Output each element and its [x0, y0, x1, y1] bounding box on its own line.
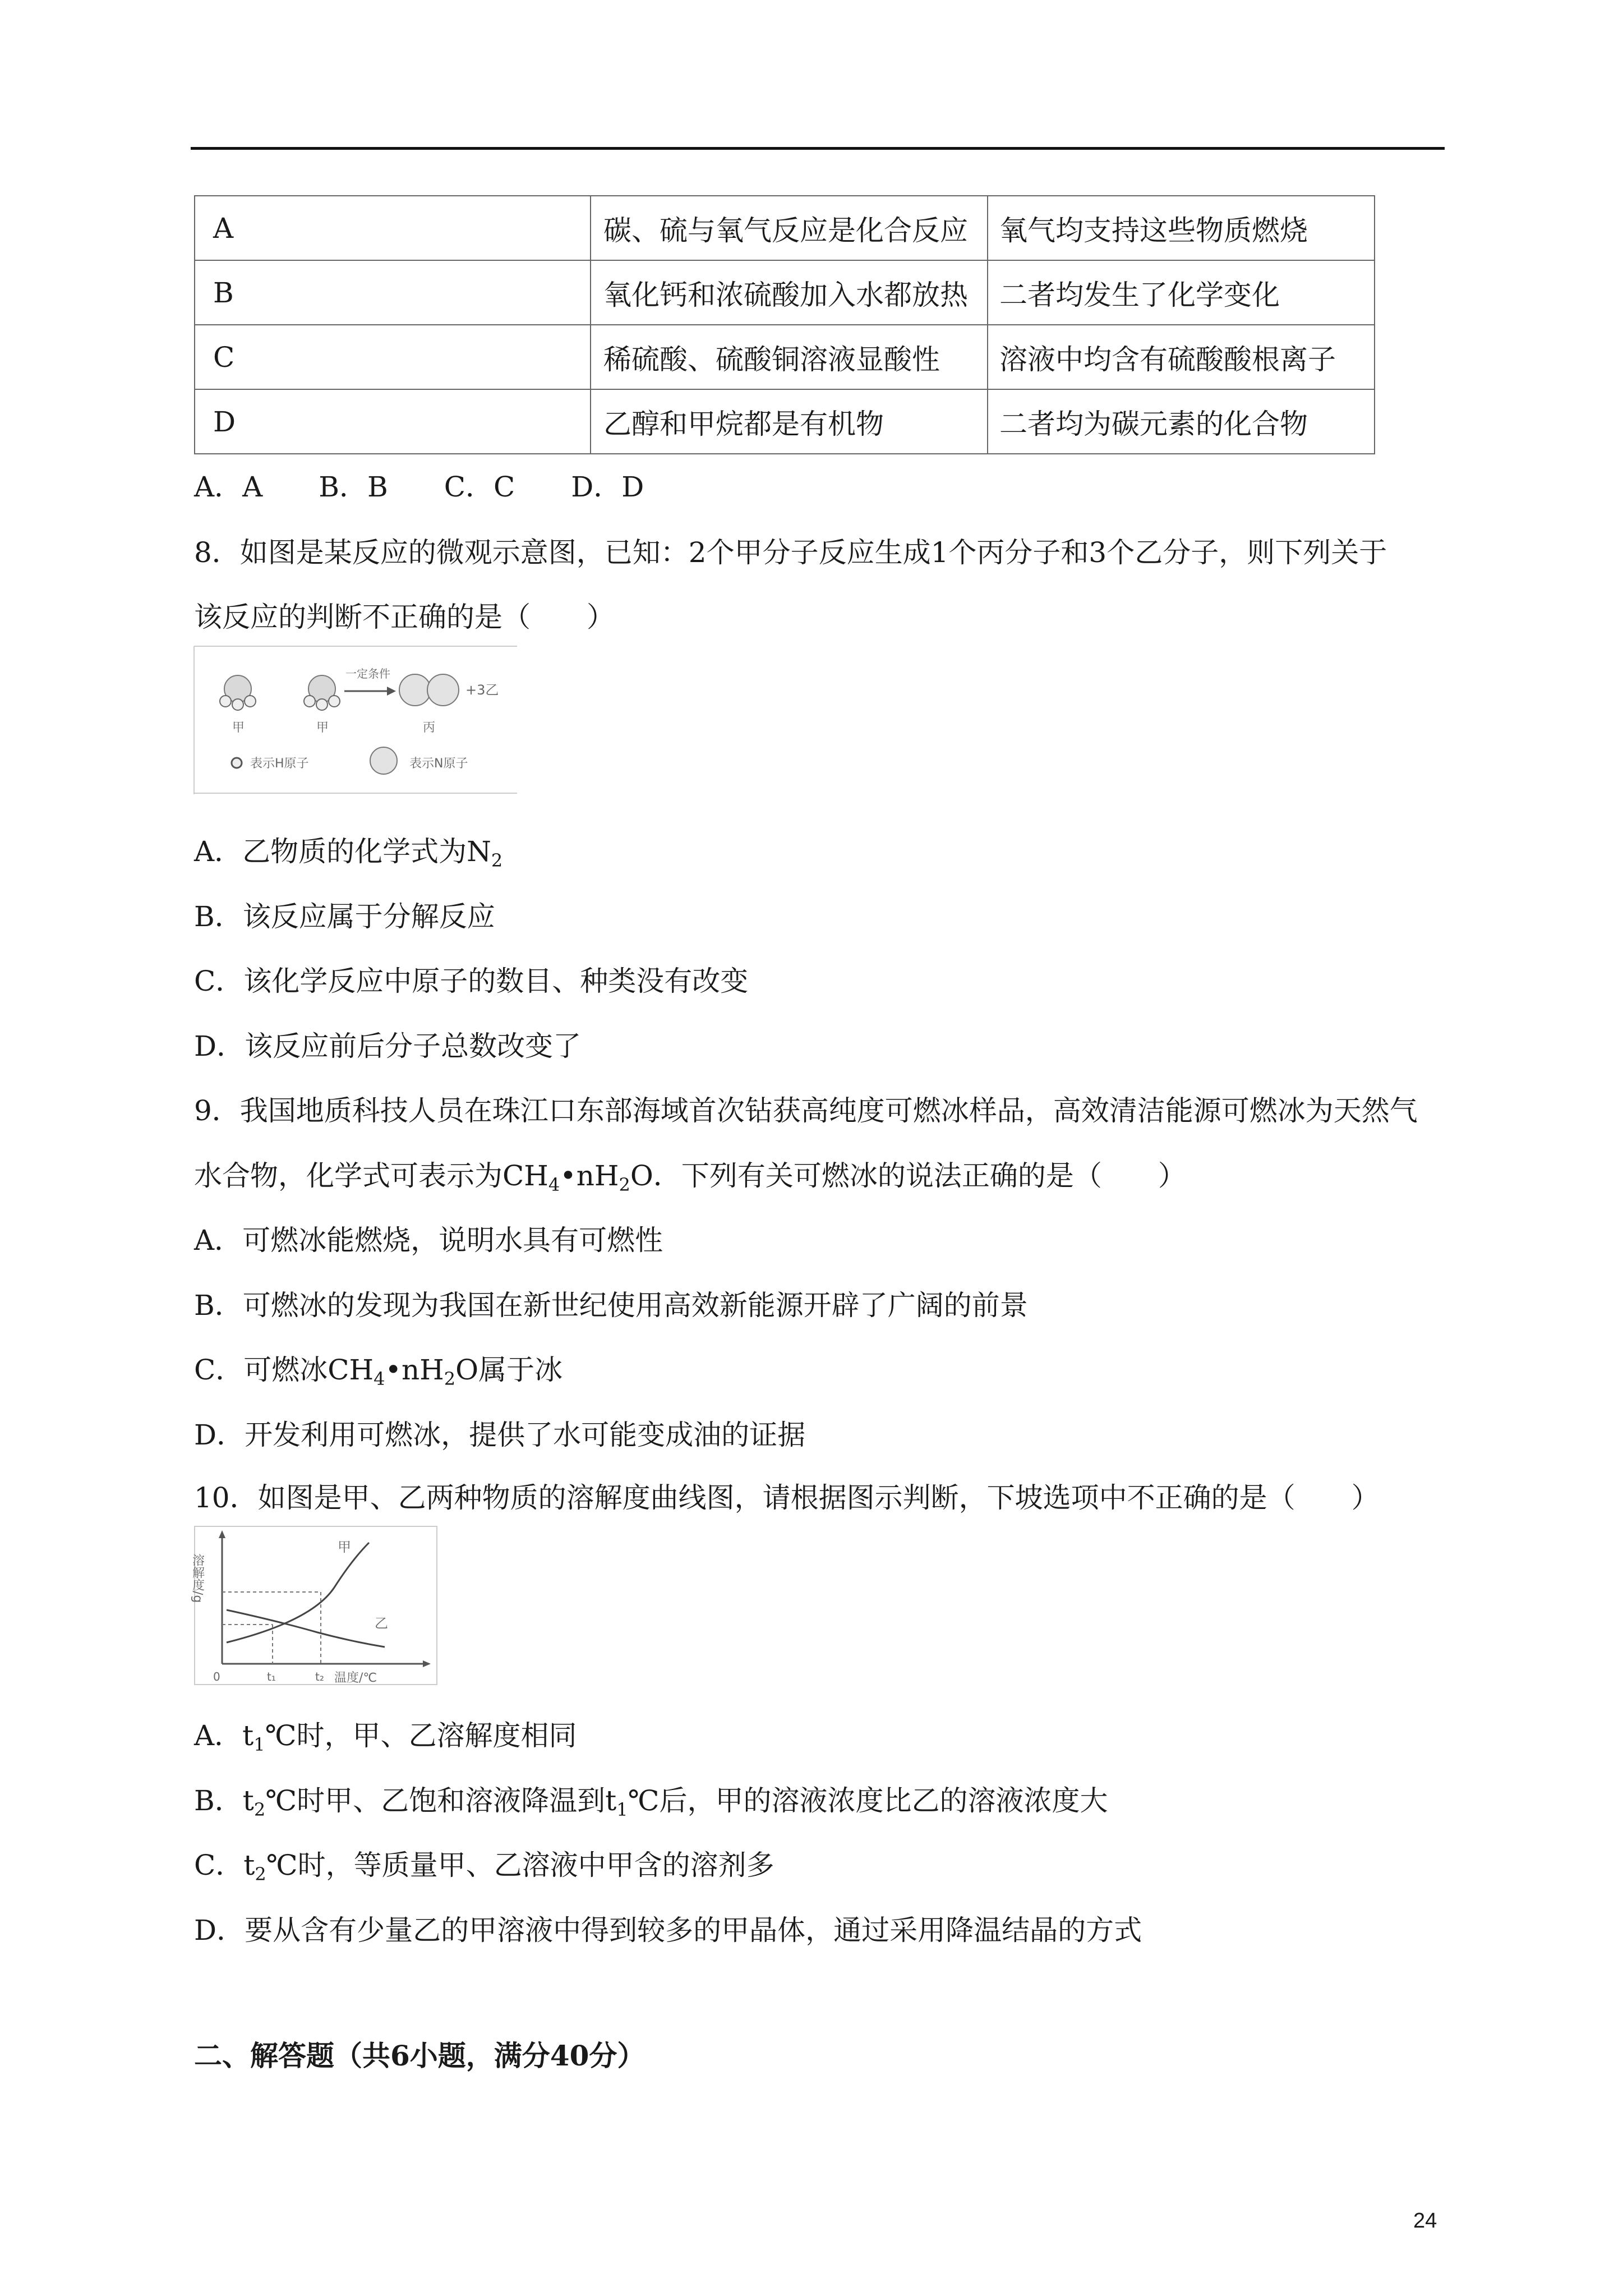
- row-label: A: [195, 196, 591, 260]
- q9-option-c: C．可燃冰$CH_4•nH_2O$属于冰: [194, 1354, 563, 1389]
- q8-stem-line2: 该反应的判断不正确的是（ ）: [194, 601, 615, 633]
- header-rule: [191, 147, 1445, 150]
- legend-h-label: 表示H原子: [250, 757, 309, 771]
- row-reason: 溶液中均含有硫酸酸根离子: [988, 325, 1375, 389]
- table-row: [195, 260, 1375, 325]
- molecule-bing: [399, 674, 459, 706]
- q8-option-a: A．乙物质的化学式为$N_2$: [194, 835, 503, 871]
- q9-option-d: D．开发利用可燃冰，提供了水可能变成油的证据: [194, 1419, 806, 1451]
- table-row: [195, 325, 1375, 389]
- section-heading: 二、解答题（共6小题，满分40分）: [194, 2039, 645, 2072]
- q10-solubility-figure: [190, 1526, 437, 1685]
- q9-option-b: B．可燃冰的发现为我国在新世纪使用高效新能源开辟了广阔的前景: [194, 1289, 1028, 1322]
- table-row: [195, 389, 1375, 454]
- row-fact: 氧化钙和浓硫酸加入水都放热: [591, 260, 988, 325]
- label-bing: 丙: [423, 721, 436, 735]
- q7-answer-choices: A．A B．B C．C D．D: [194, 471, 644, 503]
- q10-option-b: B．$t_2℃$时甲、乙饱和溶液降温到$t_1℃$后，甲的溶液浓度比乙的溶液浓度大: [194, 1784, 1108, 1820]
- row-fact: 乙醇和甲烷都是有机物: [591, 389, 988, 454]
- q8-reaction-figure: [194, 646, 517, 794]
- legend-n-label: 表示N原子: [409, 757, 468, 771]
- plus-3-yi-label: +3乙: [465, 682, 499, 698]
- t1-tick-label: t₁: [267, 1670, 276, 1683]
- row-label: D: [195, 389, 591, 454]
- legend-n-atom-icon: [370, 747, 397, 774]
- q8-stem-line1: 8．如图是某反应的微观示意图，已知：2个甲分子反应生成1个丙分子和3个乙分子，则下列关于: [194, 536, 1387, 569]
- molecule-jia-2: [304, 675, 340, 710]
- row-label: B: [195, 260, 591, 325]
- row-fact: 碳、硫与氧气反应是化合反应: [591, 196, 988, 260]
- row-label: C: [195, 325, 591, 389]
- q10-stem: 10．如图是甲、乙两种物质的溶解度曲线图，请根据图示判断，下坡选项中不正确的是（ ）: [194, 1481, 1380, 1514]
- molecule-jia-1: [220, 675, 256, 710]
- row-reason: 氧气均支持这些物质燃烧: [988, 196, 1375, 260]
- q9-option-a: A．可燃冰能燃烧，说明水具有可燃性: [194, 1224, 663, 1257]
- arrow-condition-label: 一定条件: [345, 667, 390, 680]
- x-axis-label: 温度/℃: [334, 1671, 377, 1685]
- row-reason: 二者均发生了化学变化: [988, 260, 1375, 325]
- q8-option-d: D．该反应前后分子总数改变了: [194, 1030, 582, 1062]
- origin-label: 0: [213, 1670, 220, 1683]
- q8-option-b: B．该反应属于分解反应: [194, 900, 495, 933]
- y-axis-label: 溶解度/g: [190, 1554, 205, 1603]
- t2-tick-label: t₂: [315, 1670, 324, 1683]
- label-jia-1: 甲: [232, 721, 245, 735]
- q9-stem-line2: 水合物，化学式可表示为$CH_4•nH_2O$．下列有关可燃冰的说法正确的是（ ）: [194, 1159, 1186, 1195]
- row-reason: 二者均为碳元素的化合物: [988, 389, 1375, 454]
- q10-option-a: A．$t_1℃$时，甲、乙溶解度相同: [194, 1719, 577, 1755]
- q9-stem-line1: 9．我国地质科技人员在珠江口东部海域首次钻获高纯度可燃冰样品，高效清洁能源可燃冰为天然气: [194, 1094, 1418, 1127]
- curve-yi-label: 乙: [375, 1616, 388, 1631]
- options-table: [194, 195, 1375, 454]
- label-jia-2: 甲: [316, 721, 329, 735]
- row-fact: 稀硫酸、硫酸铜溶液显酸性: [591, 325, 988, 389]
- legend-h-atom-icon: [232, 758, 242, 768]
- table-row: [195, 196, 1375, 260]
- page-number: 24: [1413, 2209, 1437, 2233]
- q8-option-c: C．该化学反应中原子的数目、种类没有改变: [194, 965, 749, 997]
- q10-option-c: C．$t_2℃$时，等质量甲、乙溶液中甲含的溶剂多: [194, 1849, 774, 1885]
- curve-jia-label: 甲: [338, 1539, 351, 1555]
- q10-option-d: D．要从含有少量乙的甲溶液中得到较多的甲晶体，通过采用降温结晶的方式: [194, 1914, 1142, 1947]
